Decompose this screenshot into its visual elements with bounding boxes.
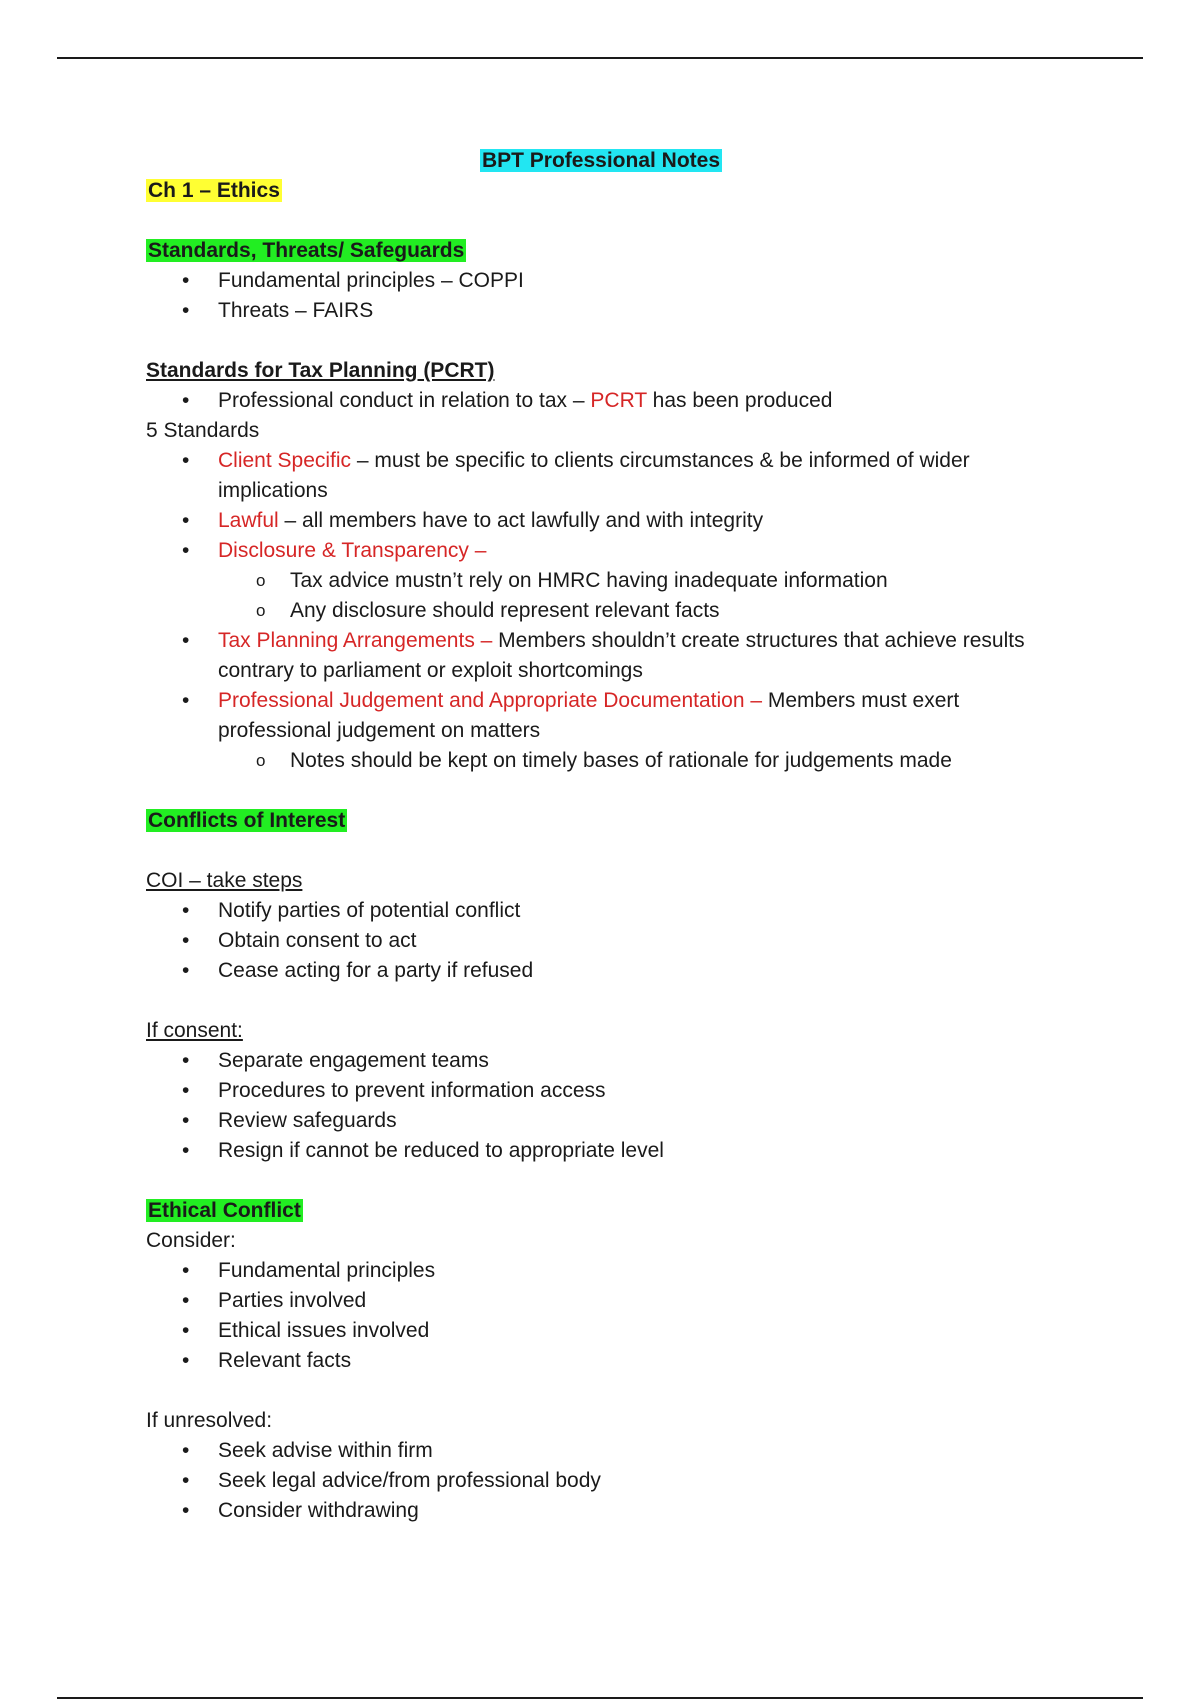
- intro-pre: Professional conduct in relation to tax –: [218, 389, 591, 412]
- std1-text: – must be specific to clients circumstances & be informed of wider implications: [218, 449, 970, 502]
- sec3-heading: Conflicts of Interest: [148, 809, 346, 832]
- std3-title: Disclosure & Transparency –: [218, 539, 487, 562]
- list-item: • Consider withdrawing: [146, 1496, 1056, 1526]
- list-item: • Fundamental principles – COPPI: [146, 266, 1056, 296]
- std1-title: Client Specific: [218, 449, 352, 472]
- list-item: • Separate engagement teams: [146, 1046, 1056, 1076]
- std4-text: Members shouldn’t create structures that achieve results contrary to parliament or exploit shortcomings: [218, 629, 1025, 682]
- standard-item: [146, 446, 1056, 506]
- footer-rule: [57, 1697, 1143, 1699]
- list-item: • Resign if cannot be reduced to appropriate level: [146, 1136, 1056, 1166]
- list-item: • Parties involved: [146, 1286, 1056, 1316]
- list-item: • Threats – FAIRS: [146, 296, 1056, 326]
- list-item: • Relevant facts: [146, 1346, 1056, 1376]
- list-item: • Procedures to prevent information access: [146, 1076, 1056, 1106]
- std4-title: Tax Planning Arrangements –: [218, 629, 493, 652]
- chapter-heading: Ch 1 – Ethics: [148, 179, 280, 202]
- sec4-heading: Ethical Conflict: [148, 1199, 301, 1222]
- sub-item: o Tax advice mustn’t rely on HMRC having inadequate information: [146, 566, 1056, 596]
- sub-item: o Notes should be kept on timely bases of rationale for judgements made: [146, 746, 1056, 776]
- list-item: • Review safeguards: [146, 1106, 1056, 1136]
- list-item: • Ethical issues involved: [146, 1316, 1056, 1346]
- document-body: [146, 146, 1056, 1526]
- std5-sublist: [218, 746, 1056, 776]
- coi-steps-list: [146, 896, 1056, 986]
- standards-count: 5 Standards: [146, 419, 260, 442]
- sub-item: o Any disclosure should represent relevant facts: [146, 596, 1056, 626]
- sec1-list: [146, 266, 1056, 326]
- standard-item: [146, 506, 1056, 536]
- list-item: • Seek advise within firm: [146, 1436, 1056, 1466]
- list-item: • Cease acting for a party if refused: [146, 956, 1056, 986]
- list-item: • Fundamental principles: [146, 1256, 1056, 1286]
- sec1-heading: Standards, Threats/ Safeguards: [148, 239, 465, 262]
- consent-label: If consent:: [146, 1019, 243, 1042]
- standard-item: [146, 626, 1056, 686]
- consider-list: [146, 1256, 1056, 1376]
- consent-list: [146, 1046, 1056, 1166]
- list-item: • Seek legal advice/from professional body: [146, 1466, 1056, 1496]
- intro-post: has been produced: [646, 389, 833, 412]
- list-item: • Notify parties of potential conflict: [146, 896, 1056, 926]
- std2-text: – all members have to act lawfully and with integrity: [278, 509, 764, 532]
- coi-steps-label: COI – take steps: [146, 869, 303, 892]
- list-item: [146, 386, 1056, 416]
- chapter-line: [146, 176, 1056, 206]
- header-rule: [57, 57, 1143, 59]
- sec2-heading: Standards for Tax Planning (PCRT): [146, 359, 495, 382]
- std5-text: Members must exert professional judgement on matters: [218, 689, 960, 742]
- sec4-heading-line: [146, 1196, 1056, 1226]
- std5-title: Professional Judgement and Appropriate Documentation –: [218, 689, 763, 712]
- standards-list: [146, 446, 1056, 776]
- sec2-intro-list: [146, 386, 1056, 416]
- intro-red: PCRT: [590, 389, 647, 412]
- doc-title: BPT Professional Notes: [481, 149, 721, 172]
- standard-item: [146, 536, 1056, 626]
- unresolved-label: If unresolved:: [146, 1409, 273, 1432]
- sec3-heading-line: [146, 806, 1056, 836]
- list-item: • Obtain consent to act: [146, 926, 1056, 956]
- sec1-heading-line: [146, 236, 1056, 266]
- consider-label: Consider:: [146, 1229, 236, 1252]
- std2-title: Lawful: [218, 509, 279, 532]
- std3-sublist: [218, 566, 1056, 626]
- unresolved-list: [146, 1436, 1056, 1526]
- standard-item: [146, 686, 1056, 776]
- doc-title-line: [146, 146, 1056, 176]
